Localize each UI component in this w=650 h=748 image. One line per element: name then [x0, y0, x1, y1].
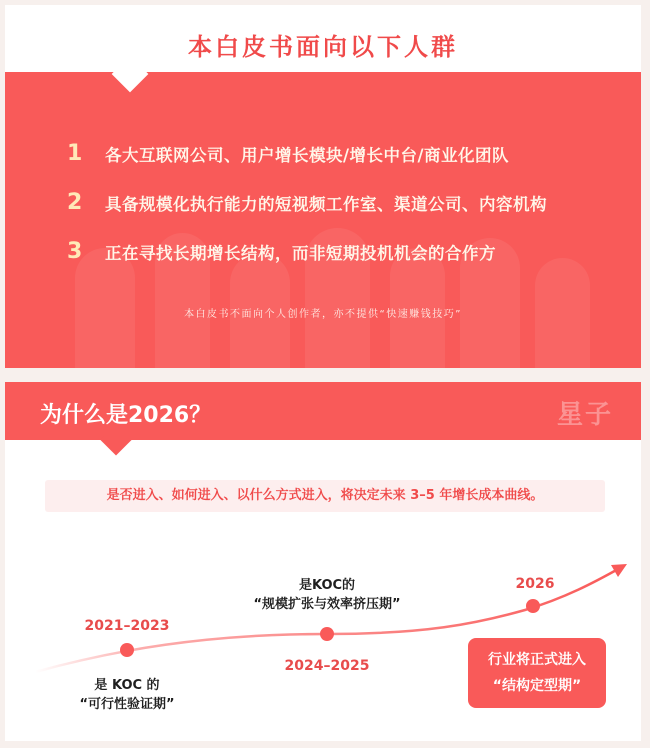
list-item [67, 227, 547, 276]
stage-line: 是 KOC 的 [94, 678, 160, 693]
stage-line: 是KOC的 [298, 578, 356, 593]
audience-title: 本白皮书面向以下人群 [188, 33, 458, 61]
period-label-3: 2026 [515, 576, 555, 592]
item-text: 正在寻找长期增长结构，而非短期投机机会的合作方 [105, 243, 496, 263]
audience-list [67, 129, 547, 276]
why-2026-card [5, 382, 641, 741]
stage-line: 行业将正式进入 [488, 652, 586, 668]
stage-desc-2 [217, 576, 437, 614]
item-number: 1 [67, 141, 83, 166]
stage-line: “结构定型期” [492, 678, 582, 694]
stage-line: “可行性验证期” [79, 697, 175, 712]
timeline-dot-3 [526, 599, 540, 613]
item-text: 具备规模化执行能力的短视频工作室、渠道公司、内容机构 [105, 194, 547, 214]
final-stage-box [468, 638, 606, 708]
audience-note: 本白皮书不面向个人创作者，亦不提供“快速赚钱技巧” [184, 309, 462, 320]
item-number: 3 [67, 239, 83, 264]
stage-line: “规模扩张与效率挤压期” [253, 597, 401, 612]
summary-banner: 是否进入、如何进入、以什么方式进入，将决定未来 3–5 年增长成本曲线。 [45, 480, 605, 512]
audience-card [5, 5, 641, 368]
list-item [67, 129, 547, 178]
list-item [67, 178, 547, 227]
item-text: 各大互联网公司、用户增长模块/增长中台/商业化团队 [105, 145, 510, 165]
stage-desc-1 [47, 676, 207, 714]
period-label-1: 2021–2023 [84, 618, 170, 634]
period-label-2: 2024–2025 [284, 658, 370, 674]
why-title: 为什么是2026？ [40, 403, 212, 428]
watermark-logo: 星子 [556, 400, 613, 430]
timeline-dot-1 [120, 643, 134, 657]
timeline-dot-2 [320, 627, 334, 641]
item-number: 2 [67, 190, 83, 215]
